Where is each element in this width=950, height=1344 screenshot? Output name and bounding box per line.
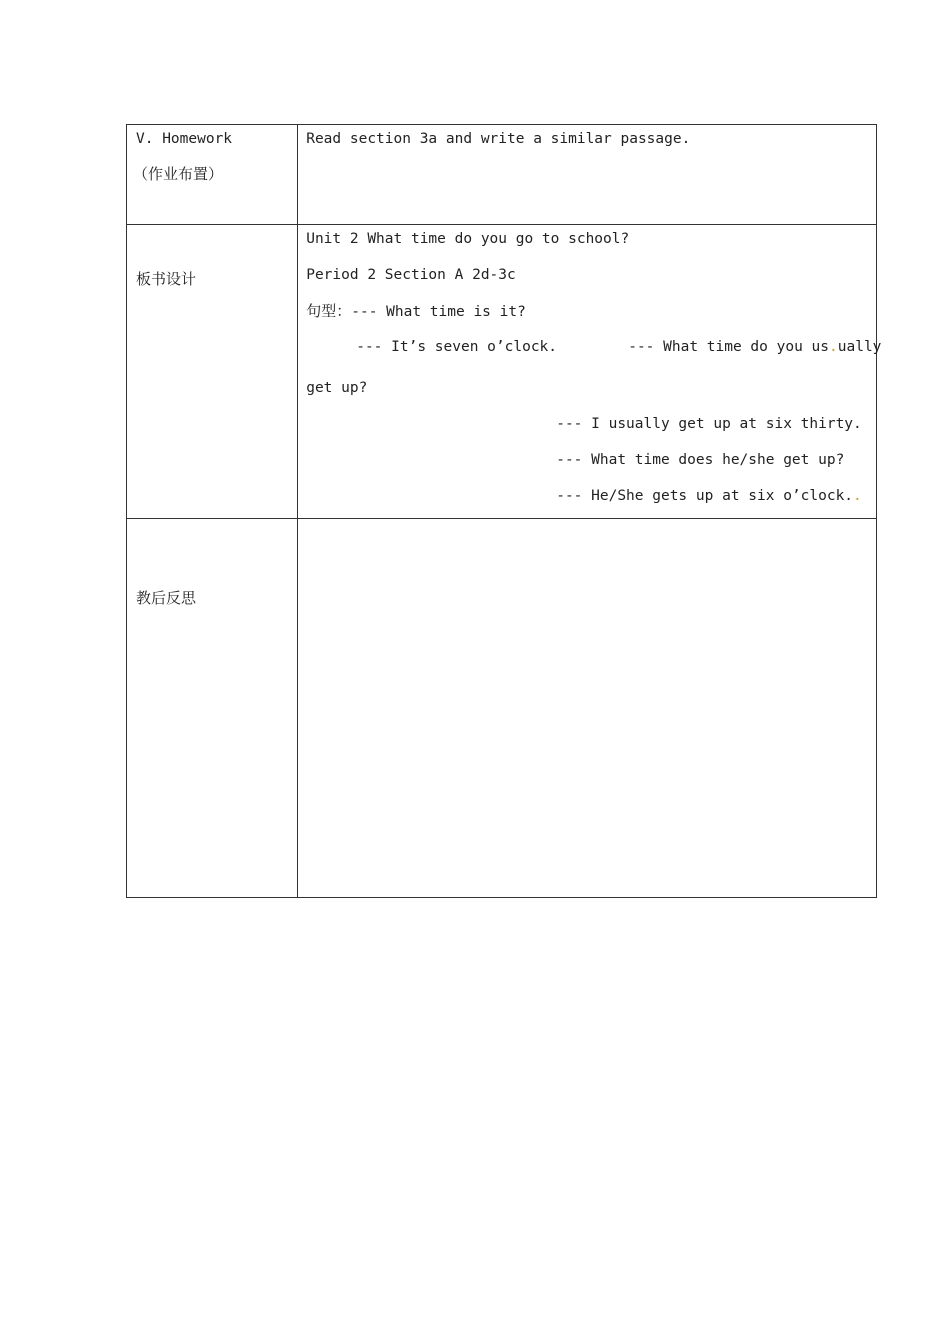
reflection-row — [127, 519, 877, 898]
homework-label-cell — [127, 125, 298, 225]
question-usually-part2: ually — [837, 339, 882, 355]
lesson-plan-table — [126, 124, 882, 898]
board-unit-title: Unit 2 What time do you go to school? — [306, 231, 630, 247]
question-usually-get-up — [628, 338, 881, 356]
homework-content: Read section 3a and write a similar passage. — [306, 131, 691, 147]
board-content-cell — [298, 225, 882, 519]
homework-label-en: V. Homework — [136, 131, 233, 147]
board-pattern-line — [306, 302, 526, 321]
homework-label-cn: （作业布置） — [133, 165, 224, 183]
reflection-label: 教后反思 — [136, 589, 197, 607]
board-design-row — [127, 225, 877, 519]
homework-row — [127, 125, 877, 225]
answer-he-she-text: --- He/She gets up at six o’clock. — [556, 488, 854, 504]
question-continuation: get up? — [306, 380, 368, 396]
question-he-she: --- What time does he/she get up? — [556, 452, 845, 468]
pattern-label: 句型： — [306, 302, 352, 320]
question-usually-part1: --- What time do you us — [628, 339, 830, 355]
homework-content-cell — [298, 125, 877, 225]
board-design-label: 板书设计 — [136, 270, 197, 288]
answer-six-thirty: --- I usually get up at six thirty. — [556, 416, 862, 432]
reflection-label-cell — [127, 519, 298, 898]
board-label-cell — [127, 225, 298, 519]
board-period: Period 2 Section A 2d-3c — [306, 267, 516, 283]
question-what-time: --- What time is it? — [351, 304, 526, 320]
reflection-content-cell — [298, 519, 877, 898]
edit-mark-end: . — [853, 488, 862, 504]
edit-mark: . — [829, 339, 838, 355]
answer-he-she — [556, 487, 862, 505]
answer-seven-oclock: --- It’s seven o’clock. — [356, 339, 558, 355]
